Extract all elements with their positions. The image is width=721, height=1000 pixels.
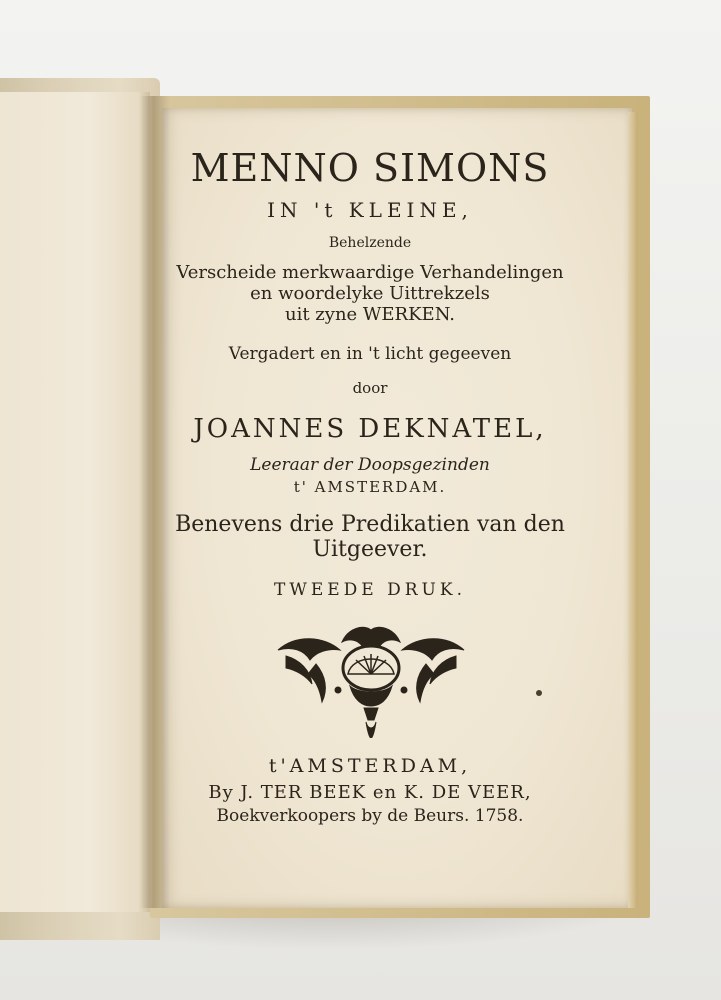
printers-ornament-icon: [276, 620, 466, 738]
page-edge: [628, 112, 638, 908]
edition-text: TWEEDE DRUK.: [274, 580, 466, 600]
author-place: t' AMSTERDAM.: [293, 478, 447, 496]
author-name: JOANNES DEKNATEL,: [193, 414, 547, 444]
description-line-1: Verscheide merkwaardige Verhandelingen: [176, 262, 564, 283]
ink-spot: [536, 690, 542, 696]
additional-line-1: Benevens drie Predikatien van den: [175, 512, 565, 537]
additional-line-2: Uitgeever.: [312, 537, 428, 562]
book-subtitle: IN 't KLEINE,: [267, 198, 473, 222]
compiled-text: Vergadert en in 't licht gegeeven: [228, 344, 512, 364]
book-title: MENNO SIMONS: [190, 146, 550, 190]
left-flyleaf: [0, 92, 150, 912]
description-line-3: uit zyne WERKEN.: [284, 304, 456, 325]
imprint-booksellers: Boekverkoopers by de Beurs. 1758.: [216, 806, 524, 826]
book-gutter: [140, 96, 170, 908]
author-role: Leeraar der Doopsgezinden: [250, 455, 490, 475]
door-text: door: [352, 379, 388, 397]
imprint-publishers: By J. TER BEEK en K. DE VEER,: [208, 782, 532, 803]
behelzende-text: Behelzende: [328, 235, 412, 251]
imprint-city: t'AMSTERDAM,: [268, 755, 472, 777]
description-line-2: en woordelyke Uittrekzels: [250, 283, 490, 304]
